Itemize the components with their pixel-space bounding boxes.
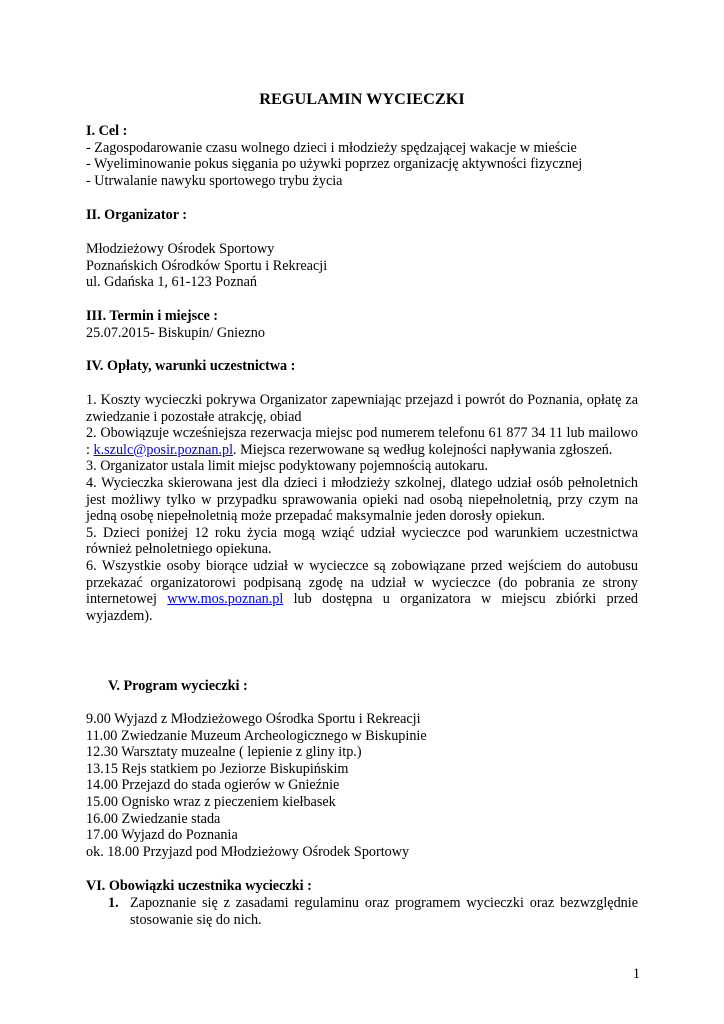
page-title: REGULAMIN WYCIECZKI (259, 89, 465, 108)
condition-2-text: 2. Obowiązuje wcześniejsza rezerwacja miejsc pod numerem telefonu 61 877 34 11 lub mailowo : (86, 425, 638, 458)
program-item: 16.00 Zwiedzanie stada (86, 810, 221, 827)
website-link[interactable]: www.mos.poznan.pl (167, 591, 284, 608)
program-list (86, 711, 638, 860)
section-heading: V. Program wycieczki : (108, 678, 248, 694)
program-item: ok. 18.00 Przyjazd pod Młodzieżowy Ośrodek Sportowy (86, 843, 410, 860)
condition-2 (86, 425, 638, 458)
organizer-address (86, 241, 638, 291)
program-item: 9.00 Wyjazd z Młodzieżowego Ośrodka Sportu i Rekreacji (86, 711, 421, 727)
program-item: 17.00 Wyjazd do Poznania (86, 827, 238, 844)
section-cel (86, 123, 638, 189)
condition-3: 3. Organizator ustala limit miejsc podyktowany pojemnością autokaru. (86, 458, 489, 475)
program-item: 11.00 Zwiedzanie Muzeum Archeologicznego w Biskupinie (86, 727, 427, 744)
section-heading: III. Termin i miejsce : (86, 308, 219, 324)
duty-number: 1. (108, 895, 119, 911)
program-item: 13.15 Rejs statkiem po Jeziorze Biskupińskim (86, 760, 349, 777)
list-item: - Zagospodarowanie czasu wolnego dzieci i młodzieży spędzającej wakacje w mieście (86, 139, 577, 156)
condition-4: 4. Wycieczka skierowana jest dla dzieci i młodzieży szkolnej, dlatego udział osób pełnoletnich jest możliwy tylko w przypadku sprawowania opieki nad osobą niepełnoletnią, przy czym na jedną osobę niepełnoletnią może przepadać maksymalnie jeden dorosły opiekun. (86, 474, 638, 525)
condition-6-text-end: lub dostępna u organizatora w miejscu zbiórki przed wyjazdem). (86, 591, 638, 624)
section-heading: I. Cel : (86, 123, 128, 139)
condition-6 (86, 558, 638, 624)
conditions-list (86, 392, 638, 624)
email-link[interactable]: k.szulc@posir.poznan.pl (93, 441, 234, 458)
condition-1: 1. Koszty wycieczki pokrywa Organizator zapewniając przejazd i powrót do Poznania, opłatę za zwiedzanie i pozostałe atrakcję, obiad (86, 392, 638, 425)
condition-2-text-end: . Miejsca rezerwowane są według kolejności napływania zgłoszeń. (233, 441, 613, 458)
address-line: Młodzieżowy Ośrodek Sportowy (86, 241, 275, 257)
date-place: 25.07.2015- Biskupin/ Gniezno (86, 324, 265, 341)
duties-list (108, 895, 638, 928)
section-program (108, 678, 660, 695)
condition-6-text: 6. Wszystkie osoby biorące udział w wycieczce są zobowiązane przed wejściem do autobusu przekazać organizatorowi podpisaną zgodę na udział w wycieczce (do pobrania ze strony internetowej (86, 557, 638, 608)
section-termin (86, 308, 638, 341)
section-heading: II. Organizator : (86, 207, 188, 223)
list-item: - Wyeliminowanie pokus sięgania po używki poprzez organizację aktywności fizycznej (86, 156, 583, 173)
program-item: 14.00 Przejazd do stada ogierów w Gnieźnie (86, 777, 340, 794)
list-item: - Utrwalanie nawyku sportowego trybu życia (86, 172, 343, 189)
condition-5: 5. Dzieci poniżej 12 roku życia mogą wziąć udział wycieczce pod warunkiem uczestnictwa również pełnoletniego opiekuna. (86, 524, 638, 558)
page-number: 1 (632, 966, 640, 982)
program-item: 12.30 Warsztaty muzealne ( lepienie z gliny itp.) (86, 744, 362, 761)
section-heading: VI. Obowiązki uczestnika wycieczki : (86, 878, 312, 894)
duty-text: Zapoznanie się z zasadami regulaminu oraz programem wycieczki oraz bezwzględnie stosowanie się do nich. (130, 895, 638, 928)
section-heading: IV. Opłaty, warunki uczestnictwa : (86, 358, 296, 374)
address-line: ul. Gdańska 1, 61-123 Poznań (86, 274, 258, 291)
section-oplaty (86, 358, 638, 375)
section-organizator (86, 207, 638, 224)
section-obowiazki (86, 878, 638, 895)
program-item: 15.00 Ognisko wraz z pieczeniem kiełbasek (86, 793, 336, 810)
address-line: Poznańskich Ośrodków Sportu i Rekreacji (86, 257, 328, 274)
